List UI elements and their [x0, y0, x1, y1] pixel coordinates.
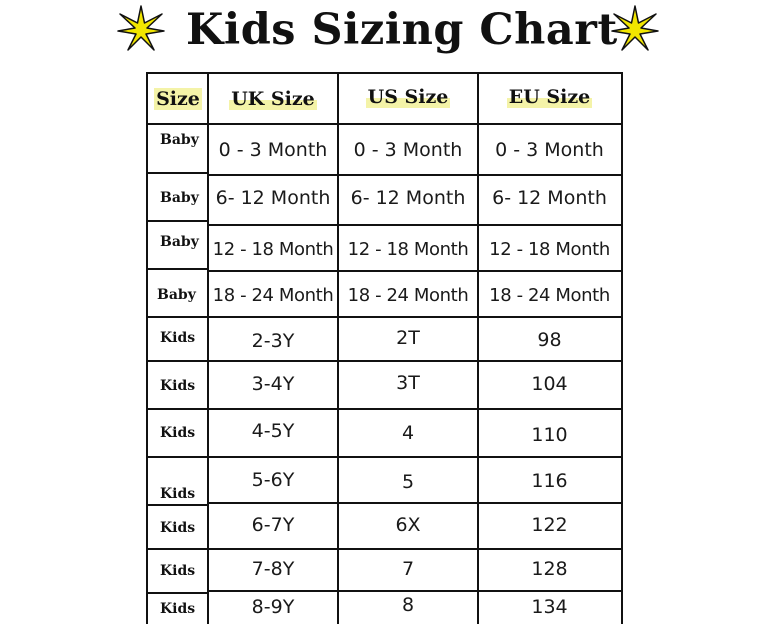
us-size-cell: 0 - 3 Month: [353, 139, 463, 161]
row-category: Kids: [160, 425, 196, 441]
star-burst-shape: [612, 6, 658, 50]
eu-size-cell: 0 - 3 Month: [495, 139, 604, 161]
grid-line-right: [621, 72, 623, 624]
eu-size-cell: 98: [537, 329, 562, 351]
grid-line-row: [146, 316, 623, 318]
star-burst-shape: [118, 6, 164, 50]
row-category: Baby: [160, 132, 199, 148]
grid-line-col-3: [477, 72, 479, 624]
eu-size-cell: 128: [531, 558, 568, 580]
row-category: Kids: [160, 563, 196, 579]
grid-line-row: [209, 270, 621, 272]
uk-size-cell: 2-3Y: [251, 330, 295, 352]
grid-line-row: [209, 502, 621, 504]
grid-line-row: [146, 220, 207, 222]
us-size-cell: 2T: [396, 327, 420, 349]
grid-line-row: [209, 360, 621, 362]
grid-line-row: [146, 548, 623, 550]
us-size-cell: 18 - 24 Month: [347, 284, 469, 306]
header-us-size: [338, 72, 478, 122]
grid-line-left: [146, 72, 148, 624]
star-burst-icon: [116, 4, 166, 54]
eu-size-cell: 12 - 18 Month: [489, 238, 610, 260]
grid-line-row: [146, 592, 207, 594]
uk-size-cell: 12 - 18 Month: [212, 238, 334, 260]
row-category: Baby: [160, 190, 199, 206]
uk-size-cell: 4-5Y: [251, 420, 295, 442]
row-category: Kids: [160, 378, 196, 394]
eu-size-cell: 116: [531, 470, 568, 492]
row-category: Baby: [160, 234, 199, 250]
us-size-cell: 6- 12 Month: [350, 187, 466, 209]
star-burst-icon: [610, 4, 660, 54]
uk-size-cell: 18 - 24 Month: [212, 284, 334, 306]
header-us-size-label: US Size: [367, 86, 449, 108]
eu-size-cell: 6- 12 Month: [492, 187, 607, 209]
row-category: Kids: [160, 486, 196, 502]
sizing-table: [146, 72, 623, 624]
header-uk-size-label: UK Size: [231, 88, 315, 110]
grid-line-row: [146, 268, 207, 270]
header-eu-size: [478, 72, 621, 122]
grid-line-row: [146, 504, 207, 506]
row-category: Kids: [160, 601, 196, 617]
eu-size-cell: 104: [531, 373, 568, 395]
eu-size-cell: 122: [531, 514, 568, 536]
grid-line-row: [146, 408, 207, 410]
us-size-cell: 12 - 18 Month: [347, 238, 469, 260]
grid-line-col-1: [207, 72, 209, 624]
grid-line-row: [209, 408, 621, 410]
grid-line-row: [209, 174, 621, 176]
grid-line-top: [146, 72, 623, 74]
uk-size-cell: 8-9Y: [251, 596, 295, 618]
header-size-label: Size: [156, 88, 200, 110]
eu-size-cell: 110: [531, 424, 568, 446]
row-category: Kids: [160, 330, 196, 346]
row-category: Kids: [160, 520, 196, 536]
header-eu-size-label: EU Size: [508, 86, 591, 108]
uk-size-cell: 6- 12 Month: [215, 187, 331, 209]
uk-size-cell: 0 - 3 Month: [218, 139, 328, 161]
eu-size-cell: 134: [531, 596, 568, 618]
grid-line-row: [209, 224, 621, 226]
uk-size-cell: 3-4Y: [251, 373, 295, 395]
uk-size-cell: 6-7Y: [251, 514, 295, 536]
title-row: [0, 0, 781, 64]
grid-line-row: [146, 456, 623, 458]
grid-line-row: [146, 360, 207, 362]
grid-line-header: [209, 123, 621, 125]
uk-size-cell: 5-6Y: [251, 469, 295, 491]
us-size-cell: 5: [401, 471, 415, 493]
header-size: [148, 74, 208, 124]
us-size-cell: 7: [401, 558, 415, 580]
grid-line-col-2: [337, 72, 339, 624]
us-size-cell: 6X: [395, 514, 421, 536]
us-size-cell: 3T: [396, 372, 420, 394]
uk-size-cell: 7-8Y: [251, 558, 295, 580]
header-uk-size: [208, 74, 338, 124]
grid-line-row: [146, 172, 207, 174]
row-category: Baby: [157, 287, 196, 303]
eu-size-cell: 18 - 24 Month: [489, 284, 610, 306]
page-title: Kids Sizing Chart: [186, 5, 618, 55]
us-size-cell: 4: [401, 422, 415, 444]
grid-line-header: [146, 123, 207, 125]
us-size-cell: 8: [401, 594, 415, 616]
grid-line-row: [209, 590, 621, 592]
